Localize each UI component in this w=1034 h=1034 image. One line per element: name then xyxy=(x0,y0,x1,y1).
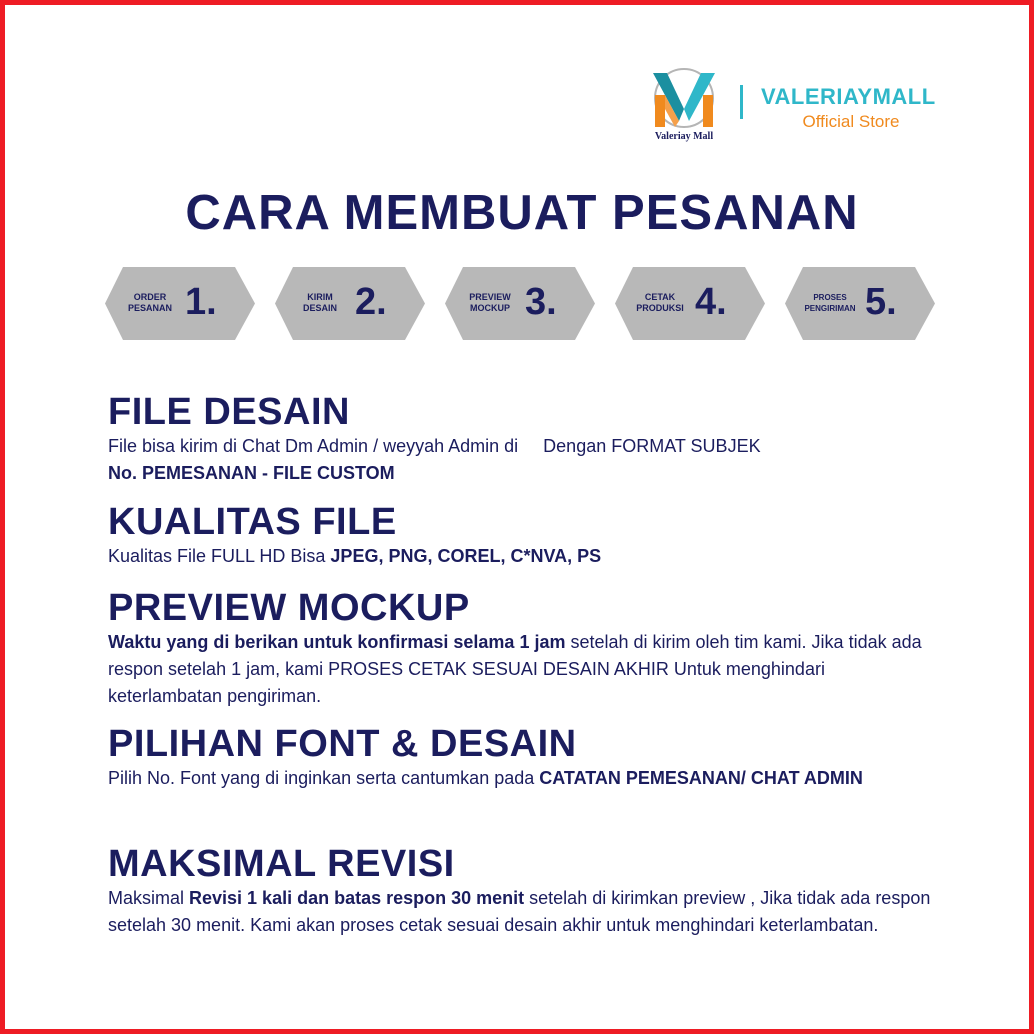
step-label: KIRIM DESAIN xyxy=(302,292,337,313)
brand-divider xyxy=(740,85,743,119)
section-heading: KUALITAS FILE xyxy=(108,501,397,543)
step-number: 1. xyxy=(185,281,217,323)
step-3 xyxy=(445,267,595,340)
section-pilihan-font xyxy=(108,723,938,792)
section-file-desain xyxy=(108,391,938,487)
section-heading: FILE DESAIN xyxy=(108,391,350,433)
page-title: CARA MEMBUAT PESANAN xyxy=(185,186,859,240)
section-text: Pilih No. Font yang di inginkan serta cantumkan pada CATATAN PEMESANAN/ CHAT ADMIN xyxy=(108,768,863,788)
section-text: Kualitas File FULL HD Bisa JPEG, PNG, COREL, C*NVA, PS xyxy=(108,546,602,566)
section-text: Waktu yang di berikan untuk konfirmasi selama 1 jam setelah di kirim oleh tim kami. Jika tidak ada respon setelah 1 jam, kami PROSES CETAK SESUAI DESAIN AKHIR Untuk menghindari keterlambatan pengiriman. xyxy=(108,632,922,706)
section-preview-mockup xyxy=(108,587,938,710)
step-label: ORDER PESANAN xyxy=(127,292,172,313)
logo-m-icon xyxy=(645,65,723,135)
section-kualitas-file xyxy=(108,501,938,570)
step-4 xyxy=(615,267,765,340)
brand-subtitle: Official Store xyxy=(802,112,900,131)
section-text: File bisa kirim di Chat Dm Admin / weyyah Admin di Dengan FORMAT SUBJEK No. PEMESANAN - FILE CUSTOM xyxy=(108,436,761,483)
step-number: 3. xyxy=(525,281,557,323)
step-number: 2. xyxy=(355,281,387,323)
section-heading: PILIHAN FONT & DESAIN xyxy=(108,723,577,765)
brand-name: VALERIAYMALL xyxy=(761,84,936,109)
step-label: PREVIEW MOCKUP xyxy=(469,292,511,313)
section-maksimal-revisi xyxy=(108,843,938,939)
step-5 xyxy=(785,267,935,340)
step-2 xyxy=(275,267,425,340)
section-heading: MAKSIMAL REVISI xyxy=(108,843,455,885)
step-number: 5. xyxy=(865,281,897,323)
section-text: Maksimal Revisi 1 kali dan batas respon 30 menit setelah di kirimkan preview , Jika tidak ada respon setelah 30 menit. Kami akan proses cetak sesuai desain akhir untuk menghindari keterlambatan. xyxy=(108,888,931,935)
step-label: CETAK PRODUKSI xyxy=(636,292,684,313)
step-1 xyxy=(105,267,255,340)
section-heading: PREVIEW MOCKUP xyxy=(108,587,470,629)
logo-caption: Valeriay Mall xyxy=(654,131,714,142)
step-label: PROSES PENGIRIMAN xyxy=(804,293,856,313)
step-number: 4. xyxy=(695,281,727,323)
brand-logo xyxy=(645,65,723,151)
